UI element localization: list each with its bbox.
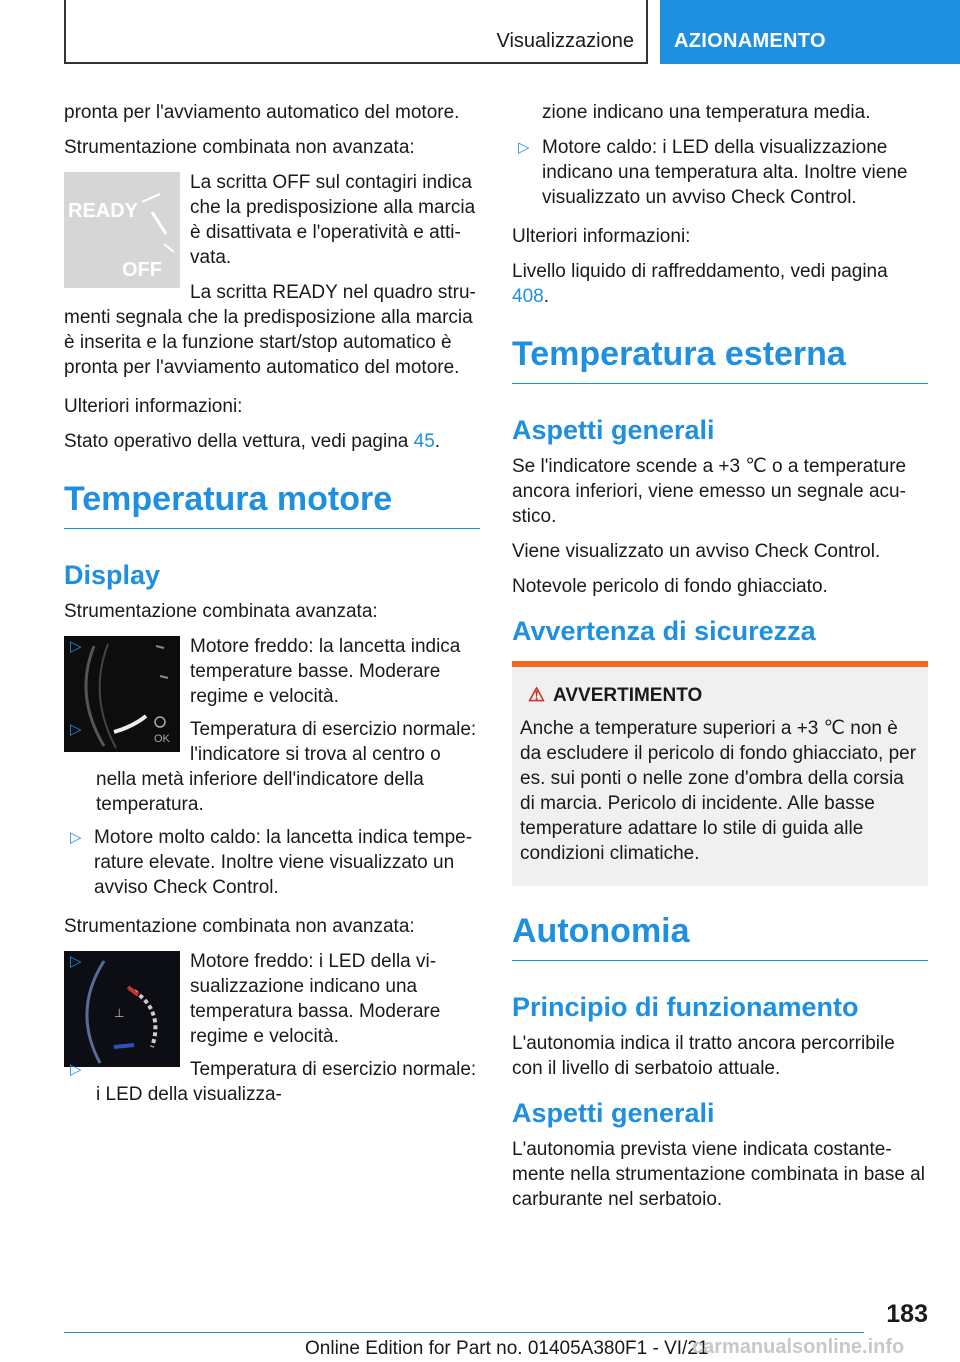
- off-label: OFF: [122, 259, 162, 281]
- bullet-list: [64, 949, 480, 1107]
- subsection-heading: Aspetti generali: [512, 415, 715, 445]
- warning-box: [512, 667, 928, 886]
- section-heading: Autonomia: [512, 910, 928, 961]
- page-link-45[interactable]: 45: [413, 431, 435, 452]
- list-item: ▷ Temperatura di esercizio normale: i LED della visualizza-: [70, 1059, 477, 1105]
- paragraph: Ulteriori informazioni:: [64, 396, 243, 417]
- list-item: ▷ Motore freddo: i LED della visualizzazione indicano una temperatura bassa. Moderare regime e velocità.: [70, 951, 441, 1047]
- paragraph: Strumentazione combinata non avanzata:: [64, 916, 415, 937]
- paragraph: La scritta READY nel quadro strumenti segnala che la predisposizione alla marcia è inserita e la funzione start/stop automatico è pronta per l'avviamento automatico del motore.: [64, 282, 476, 378]
- figure-row-led-gauge: [64, 949, 480, 1107]
- triangle-bullet-icon: ▷: [70, 721, 82, 738]
- list-item: ▷ Temperatura di esercizio normale: l'indicatore si trova al centro o nella metà inferiore dell'indicatore della temperatura.: [70, 719, 477, 815]
- warning-triangle-icon: ⚠: [528, 685, 546, 706]
- paragraph: L'autonomia indica il tratto ancora percorribile con il livello di serbatoio attuale.: [512, 1033, 895, 1079]
- triangle-bullet-icon: ▷: [70, 829, 82, 846]
- header-chapter-label: AZIONAMENTO: [674, 30, 826, 52]
- list-item: ▷ Motore caldo: i LED della visualizzazione indicano una temperatura alta. Inoltre viene visualizzato un avviso Check Control.: [518, 137, 908, 208]
- ready-off-tachometer-image: [64, 172, 180, 288]
- footer-divider: [64, 1332, 864, 1333]
- header-section-tab: [64, 0, 648, 64]
- bullet-list: [64, 634, 480, 817]
- paragraph: pronta per l'avviamento automatico del motore.: [64, 102, 460, 123]
- figure-row-advanced-gauge: [64, 634, 480, 817]
- subsection-heading: Avvertenza di sicurezza: [512, 616, 816, 646]
- list-continuation: zione indicano una temperatura media.: [542, 102, 871, 123]
- bullet-list: [512, 135, 928, 210]
- svg-text:⊥: ⊥: [114, 1006, 125, 1020]
- ready-label: READY: [68, 200, 139, 222]
- header-chapter-tab: [660, 0, 960, 64]
- footer-edition: Online Edition for Part no. 01405A380F1 - VI/21: [305, 1338, 709, 1359]
- bullet-list: [64, 825, 480, 900]
- paragraph: Viene visualizzato un avviso Check Control.: [512, 541, 881, 562]
- paragraph: La scritta OFF sul contagiri indica che la predisposizione alla marcia è disattivata e l'operatività e attivata.: [190, 172, 476, 268]
- paragraph: Strumentazione combinata non avanzata:: [64, 137, 415, 158]
- paragraph: Stato operativo della vettura, vedi pagina 45.: [64, 431, 441, 452]
- figure-row-ready-off: [64, 170, 480, 380]
- warning-title: ⚠ AVVERTIMENTO: [528, 685, 703, 706]
- paragraph: Livello liquido di raffreddamento, vedi pagina 408.: [512, 261, 888, 307]
- list-item: ▷ Motore freddo: la lancetta indica temperature basse. Moderare regime e velocità.: [70, 636, 461, 707]
- page-number: 183: [886, 1300, 928, 1328]
- subsection-heading: Aspetti generali: [512, 1098, 715, 1128]
- section-heading: Temperatura motore: [64, 478, 480, 529]
- paragraph: Se l'indicatore scende a +3 ℃ o a temperature ancora inferiori, viene emesso un segnale acustico.: [512, 456, 907, 527]
- right-column: [512, 100, 928, 1222]
- paragraph: Strumentazione combinata avanzata:: [64, 601, 378, 622]
- ok-label: OK: [154, 733, 170, 745]
- triangle-bullet-icon: ▷: [518, 139, 530, 156]
- warning-text: Anche a temperature superiori a +3 ℃ non è da escludere il pericolo di fondo ghiacciato, per es. sui ponti o nelle zone d'ombra della corsia di marcia. Pericolo di incidente. Alle basse temperature adattare lo stile di guida alle condizioni climatiche.: [520, 718, 917, 864]
- paragraph: Notevole pericolo di fondo ghiacciato.: [512, 576, 828, 597]
- list-item: ▷ Motore molto caldo: la lancetta indica temperature elevate. Inoltre viene visualizzato un avviso Check Control.: [70, 827, 473, 898]
- page-link-408[interactable]: 408: [512, 286, 544, 307]
- triangle-bullet-icon: ▷: [70, 953, 82, 970]
- left-column: [64, 100, 480, 1115]
- watermark: carmanualsonline.info: [692, 1336, 905, 1358]
- paragraph: Ulteriori informazioni:: [512, 226, 691, 247]
- paragraph: L'autonomia prevista viene indicata costantemente nella strumentazione combinata in base al carburante nel serbatoio.: [512, 1139, 925, 1210]
- header-section-label: Visualizzazione: [496, 30, 634, 52]
- subsection-heading: Display: [64, 560, 161, 590]
- subsection-heading: Principio di funzionamento: [512, 992, 859, 1022]
- triangle-bullet-icon: ▷: [70, 638, 82, 655]
- section-heading: Temperatura esterna: [512, 333, 928, 384]
- triangle-bullet-icon: ▷: [70, 1061, 82, 1078]
